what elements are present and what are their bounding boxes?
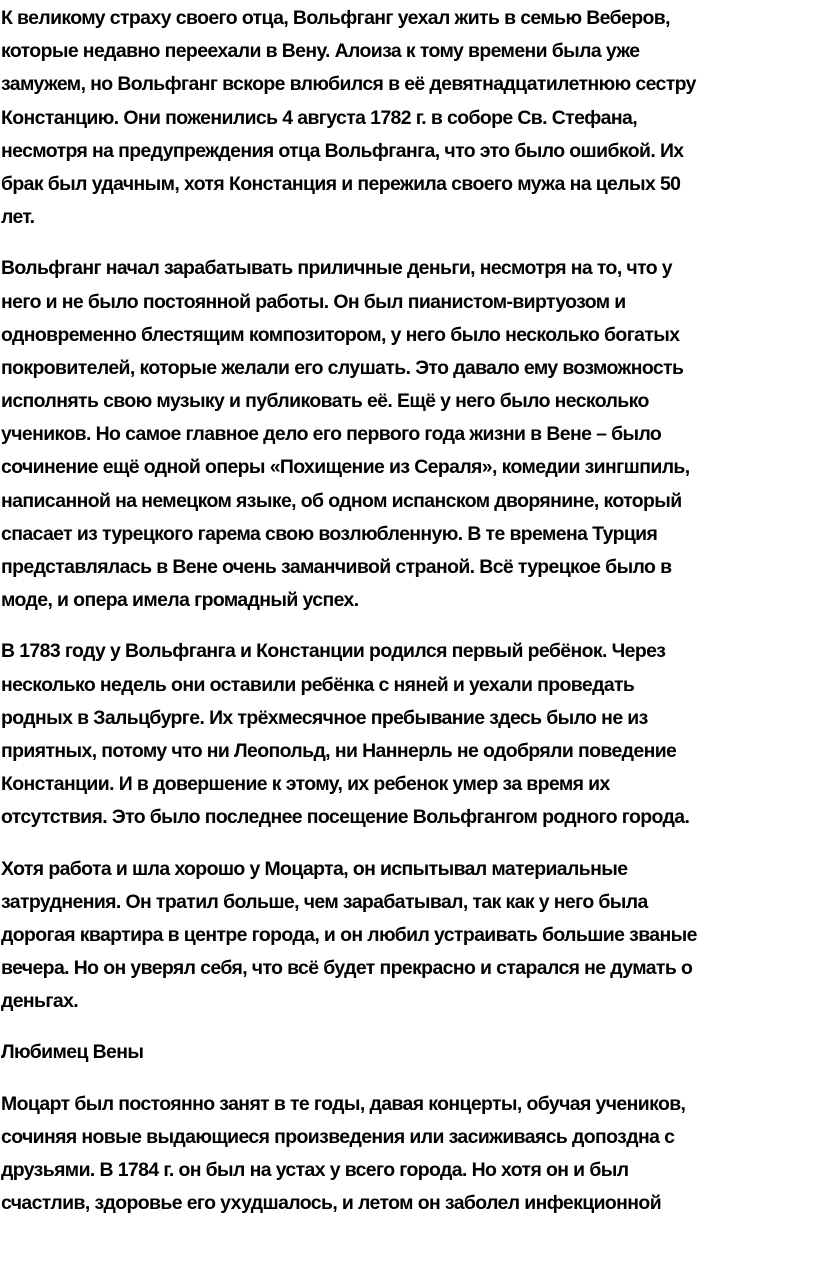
text-line: счастлив, здоровье его ухудшалось, и летом он заболел инфекционной (1, 1192, 662, 1215)
text-line: брак был удачным, хотя Констанция и пережила своего мужа на целых 50 (1, 172, 681, 195)
text-line: сочинение ещё одной оперы «Похищение из Сераля», комедии зингшпиль, (1, 456, 690, 479)
paragraph-1 (1, 2, 816, 234)
text-line: затруднения. Он тратил больше, чем зарабатывал, так как у него была (1, 890, 648, 913)
text-line: К великому страху своего отца, Вольфганг уехал жить в семью Веберов, (1, 7, 670, 29)
text-line: В 1783 году у Вольфганга и Констанции родился первый ребёнок. Через (1, 640, 666, 663)
text-line: спасает из турецкого гарема свою возлюбленную. В те времена Турция (1, 522, 658, 545)
text-line: замужем, но Вольфганг вскоре влюбился в её девятнадцатилетнюю сестру (1, 73, 696, 96)
text-line: моде, и опера имела громадный успех. (1, 589, 359, 612)
paragraph-2 (1, 252, 816, 617)
text-line: написанной на немецком языке, об одном испанском дворянине, который (1, 489, 682, 512)
text-line: родных в Зальцбурге. Их трёхмесячное пребывание здесь было не из (1, 706, 648, 729)
text-line: приятных, потому что ни Леопольд, ни Наннерль не одобряли поведение (1, 739, 677, 762)
text-line: исполнять свою музыку и публиковать её. Ещё у него было несколько (1, 390, 649, 413)
text-line: учеников. Но самое главное дело его первого года жизни в Вене – было (1, 423, 662, 446)
text-line: несколько недель они оставили ребёнка с няней и уехали проведать (1, 673, 635, 696)
text-line: Моцарт был постоянно занят в те годы, давая концерты, обучая учеников, (1, 1092, 686, 1115)
paragraph-4 (1, 853, 816, 1019)
text-line: него и не было постоянной работы. Он был пианистом-виртуозом и (1, 290, 626, 313)
text-line: Хотя работа и шла хорошо у Моцарта, он испытывал материальные (1, 857, 628, 880)
text-line: сочиняя новые выдающиеся произведения или засиживаясь допоздна с (1, 1125, 675, 1148)
text-line: покровителей, которые желали его слушать. Это давало ему возможность (1, 356, 684, 379)
paragraph-gap (1, 1070, 816, 1088)
section-heading (1, 1036, 816, 1069)
text-line: Вольфганг начал зарабатывать приличные деньги, несмотря на то, что у (1, 257, 673, 280)
text-line: одновременно блестящим композитором, у него было несколько богатых (1, 323, 680, 346)
heading-text: Любимец Вены (1, 1041, 144, 1064)
text-line: дорогая квартира в центре города, и он любил устраивать большие званые (1, 923, 697, 946)
text-line: несмотря на предупреждения отца Вольфганга, что это было ошибкой. Их (1, 139, 684, 162)
text-line: Констанции. И в довершение к этому, их ребенок умер за время их (1, 773, 610, 796)
paragraph-gap (1, 234, 816, 252)
paragraph-5 (1, 1088, 816, 1221)
text-line: друзьями. В 1784 г. он был на устах у всего города. Но хотя он и был (1, 1159, 629, 1181)
paragraph-gap (1, 1018, 816, 1036)
text-line: вечера. Но он уверял себя, что всё будет прекрасно и старался не думать о (1, 957, 693, 980)
text-line: которые недавно переехали в Вену. Алоиза к тому времени была уже (1, 40, 640, 63)
paragraph-3 (1, 635, 816, 834)
text-line: Констанцию. Они поженились 4 августа 1782 г. в соборе Св. Стефана, (1, 106, 638, 129)
text-line: отсутствия. Это было последнее посещение Вольфгангом родного города. (1, 806, 690, 829)
text-line: представлялась в Вене очень заманчивой страной. Всё турецкое было в (1, 556, 672, 578)
text-line: лет. (1, 206, 35, 229)
paragraph-gap (1, 617, 816, 635)
paragraph-gap (1, 835, 816, 853)
text-line: деньгах. (1, 990, 79, 1013)
